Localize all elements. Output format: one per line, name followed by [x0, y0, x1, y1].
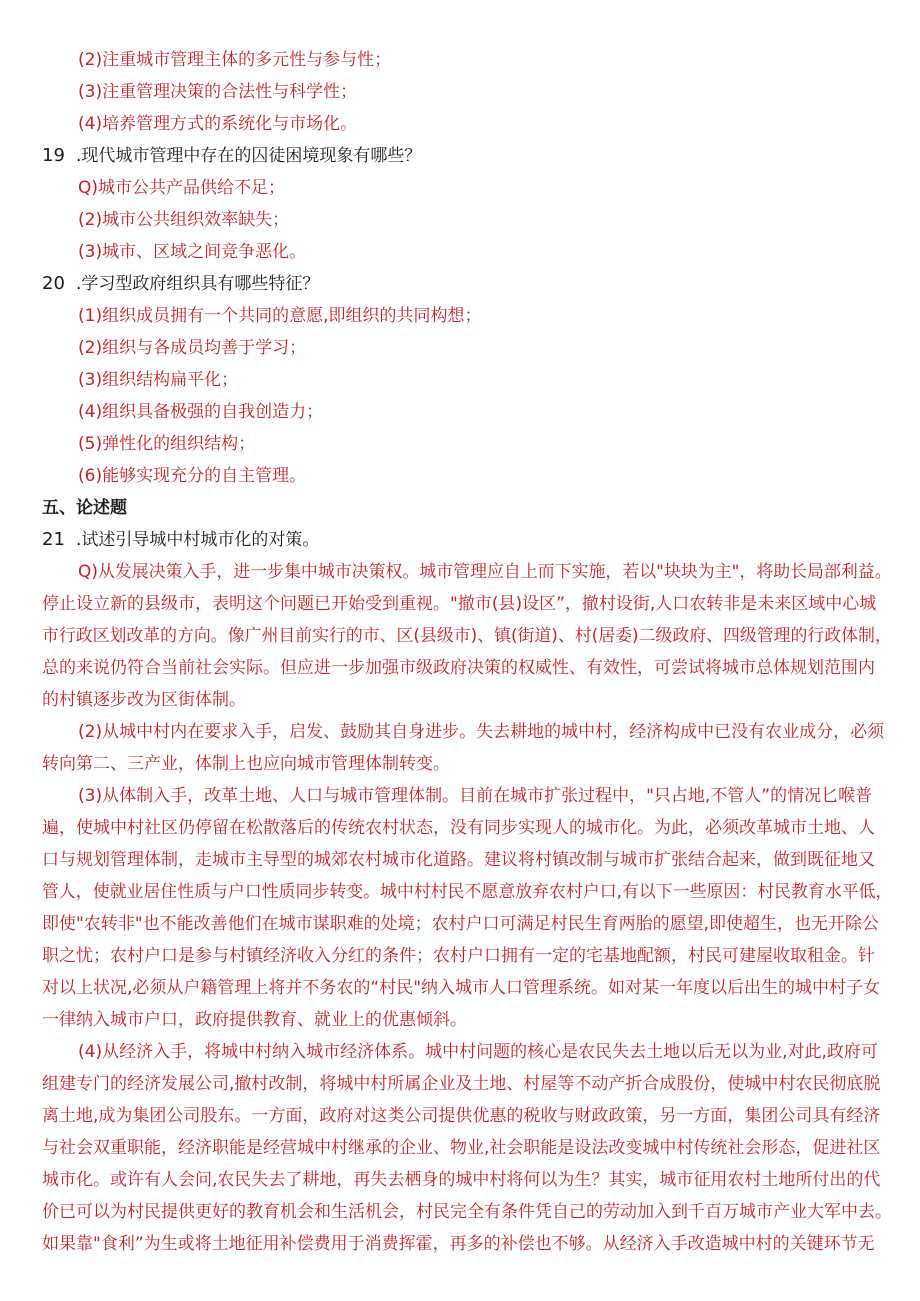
section-heading: 五、论述题 [42, 498, 127, 518]
q19-question: .现代城市管理中存在的囚徒困境现象有哪些？ [76, 146, 422, 166]
q20-answer-4: (4)组织具备极强的自我创造力； [78, 402, 324, 422]
q21-p4-line: 组建专门的经济发展公司,撤村改制，将城中村所属企业及土地、村屋等不动产折合成股份，使城中村农民彻底脱 [42, 1074, 881, 1094]
q20-answer-5: (5)弹性化的组织结构； [78, 434, 256, 454]
q21-p3-line: 职之忧；农村户口是参与村镇经济收入分红的条件；农村户口拥有一定的宅基地配额，村民可建屋收取租金。针 [42, 946, 875, 966]
q19-answer-2: (2)城市公共组织效率缺失； [78, 210, 290, 230]
q21-p1-line: Q)从发展决策入手，进一步集中城市决策权。城市管理应自上而下实施，若以"块块为主"，将助长局部利益。 [78, 562, 892, 582]
q18-answer-4: (4)培养管理方式的系统化与市场化。 [78, 114, 358, 134]
q21-p4-line: 离土地,成为集团公司股东。一方面，政府对这类公司提供优惠的税收与财政政策，另一方面，集团公司具有经济 [42, 1106, 881, 1126]
q21-p3-line: 遍，使城中村社区仍停留在松散落后的传统农村状态，没有同步实现人的城市化。为此，必须改革城市土地、人 [42, 818, 875, 838]
q21-p3-line: 一律纳入城市户口，政府提供教育、就业上的优惠倾斜。 [42, 1010, 467, 1030]
q21-p4-line: (4)从经济入手，将城中村纳入城市经济体系。城中村问题的核心是农民失去土地以后无以为业,对此,政府可 [78, 1042, 878, 1062]
q21-p1-line: 停止设立新的县级市，表明这个问题已开始受到重视。"撤市(县)设区”，撤村设街,人口农转非是未来区域中心城 [42, 594, 877, 614]
q20-number: 20 [42, 273, 65, 294]
q18-answer-2: (2)注重城市管理主体的多元性与参与性； [78, 50, 392, 70]
q21-p2-line: (2)从城中村内在要求入手，启发、鼓励其自身进步。失去耕地的城中村，经济构成中已没有农业成分，必须 [78, 722, 885, 742]
q20-question: .学习型政府组织具有哪些特征？ [76, 274, 320, 294]
q21-p4-line: 价已可以为村民提供更好的教育机会和生活机会，村民完全有条件凭自己的劳动加入到千百万城市产业大军中去。 [42, 1202, 892, 1222]
q19-number: 19 [42, 145, 65, 166]
q20-answer-6: (6)能够实现充分的自主管理。 [78, 466, 307, 486]
q18-answer-3: (3)注重管理决策的合法性与科学性； [78, 82, 358, 102]
q21-p4-line: 如果靠"食利”为生或将土地征用补偿费用于消费挥霍，再多的补偿也不够。从经济入手改造城中村的关键环节无 [42, 1234, 875, 1254]
q21-p3-line: 对以上状况,必须从户籍管理上将并不务农的“村民"纳入城市人口管理系统。如对某一年度以后出生的城中村子女 [42, 978, 881, 998]
q19-answer-3: (3)城市、区域之间竞争恶化。 [78, 242, 307, 262]
q19-answer-1: Q)城市公共产品供给不足； [78, 178, 286, 198]
q21-p1-line: 总的来说仍符合当前社会实际。但应进一步加强市级政府决策的权威性、有效性，可尝试将城市总体规划范围内 [42, 658, 875, 678]
q20-answer-2: (2)组织与各成员均善于学习； [78, 338, 307, 358]
q21-p2-line: 转向第二、三产业，体制上也应向城市管理体制转变。 [42, 754, 450, 774]
q21-p3-line: 即使"农转非"也不能改善他们在城市谋职难的处境；农村户口可满足村民生育两胎的愿望,即使超生，也无开除公 [42, 914, 880, 934]
q21-p3-line: 口与规划管理体制，走城市主导型的城郊农村城市化道路。建议将村镇改制与城市扩张结合起来，做到既征地又 [42, 850, 875, 870]
q21-number: 21 [42, 529, 65, 550]
q21-p1-line: 的村镇逐步改为区街体制。 [42, 690, 246, 710]
q20-answer-3: (3)组织结构扁平化； [78, 370, 239, 390]
q21-p4-line: 城市化。或许有人会问,农民失去了耕地，再失去栖身的城中村将何以为生？其实，城市征用农村土地所付出的代 [42, 1170, 881, 1190]
q21-p1-line: 市行政区划改革的方向。像广州目前实行的市、区(县级市)、镇(街道)、村(居委)二级政府、四级管理的行政体制， [42, 626, 892, 646]
q21-p3-line: 管人，使就业居住性质与户口性质同步转变。城中村村民不愿意放弃农村户口,有以下一些原因：村民教育水平低， [42, 882, 893, 902]
q21-question: .试述引导城中村城市化的对策。 [76, 530, 320, 550]
q21-p3-line: (3)从体制入手，改革土地、人口与城市管理体制。目前在城市扩张过程中，"只占地,不管人”的情况匕喉普 [78, 786, 873, 806]
q21-p4-line: 与社会双重职能，经济职能是经营城中村继承的企业、物业,社会职能是设法改变城中村传统社会形态，促进社区 [42, 1138, 881, 1158]
q20-answer-1: (1)组织成员拥有一个共同的意愿,即组织的共同构想； [78, 306, 482, 326]
